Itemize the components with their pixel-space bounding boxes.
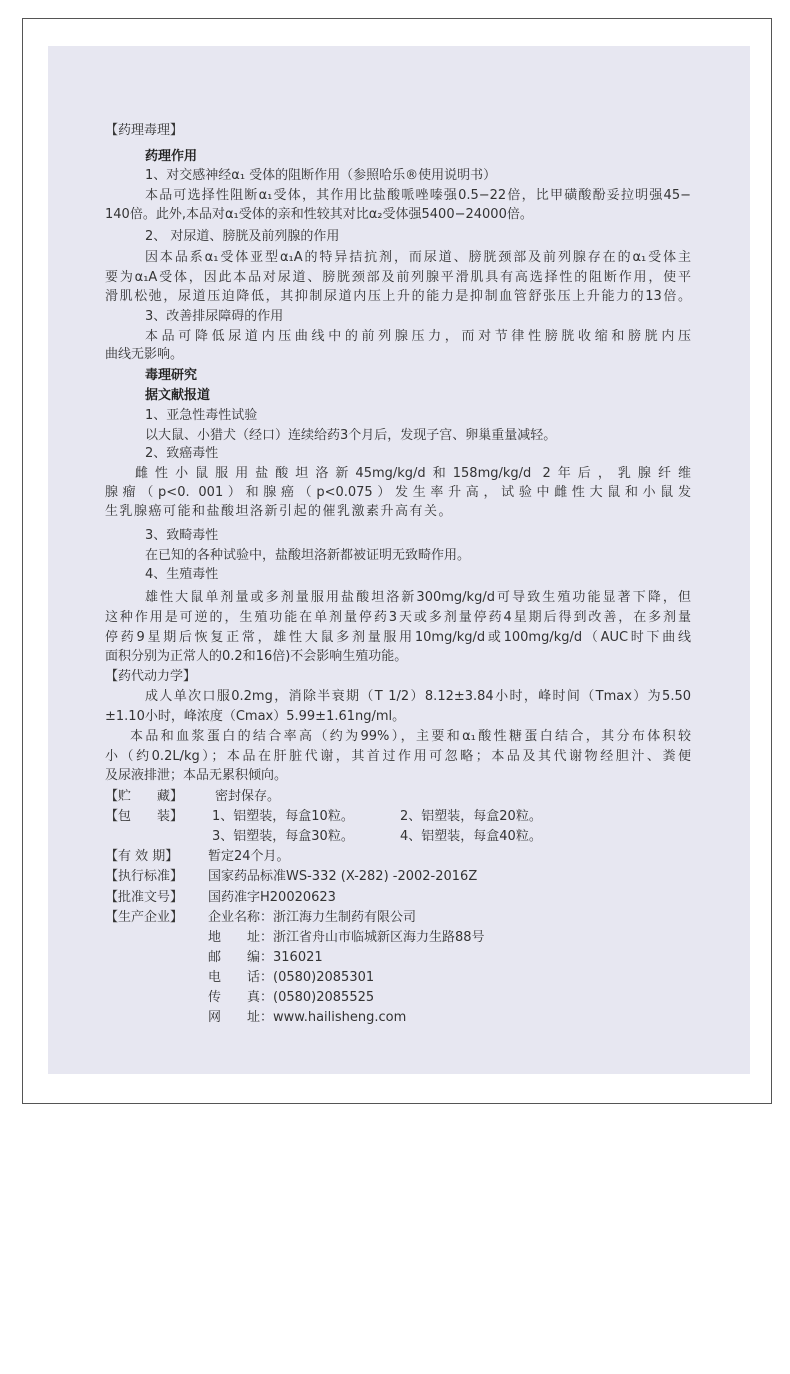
paragraph-line: 面积分别为正常人的0.2和16倍)不会影响生殖功能。	[105, 649, 408, 664]
field-key: 网 址：	[208, 1010, 274, 1025]
item-title: 2、 对尿道、膀胱及前列腺的作用	[145, 229, 340, 244]
paragraph-line: 本品和血浆蛋白的结合率高（约为99%），主要和α₁酸性糖蛋白结合，其分布体积较	[130, 729, 691, 744]
paragraph-line: ±1.10小时，峰浓度（Cmax）5.99±1.61ng/ml。	[105, 709, 406, 724]
paragraph-line: 在已知的各种试验中，盐酸坦洛新都被证明无致畸作用。	[145, 548, 471, 563]
paragraph-line: 因本品系α₁受体亚型α₁A的特异拮抗剂，而尿道、膀胱颈部及前列腺存在的α₁受体主	[145, 250, 691, 265]
website-value: www.hailisheng.com	[273, 1010, 407, 1025]
subheading-literature: 据文献报道	[145, 388, 211, 403]
item-title: 4、生殖毒性	[145, 567, 219, 582]
item-title: 1、对交感神经α₁ 受体的阻断作用（参照哈乐®使用说明书）	[145, 168, 497, 183]
storage-label: 【贮 藏】	[105, 789, 184, 804]
validity-value: 暂定24个月。	[208, 849, 290, 864]
standard-label: 【执行标准】	[105, 869, 184, 884]
field-key: 邮 编：	[208, 950, 274, 965]
paragraph-line: 以大鼠、小猎犬（经口）连续给药3个月后，发现子宫、卵巢重量减轻。	[145, 428, 557, 443]
paragraph-line: 140倍。此外,本品对α₁受体的亲和性较其对比α₂受体强5400−24000倍。	[105, 207, 533, 222]
field-key: 电 话：	[208, 970, 274, 985]
paragraph-line: 本品可降低尿道内压曲线中的前列腺压力，而对节律性膀胱收缩和膀胱内压	[145, 329, 691, 344]
paragraph-line: 要为α₁A受体，因此本品对尿道、膀胱颈部及前列腺平滑肌具有高选择性的阻断作用，使平	[105, 270, 691, 285]
phone-value: (0580)2085301	[273, 970, 375, 985]
package-option: 3、铝塑装，每盒30粒。	[212, 829, 354, 844]
paragraph-line: 成人单次口服0.2mg，消除半衰期（T 1/2）8.12±3.84小时，峰时间（Tmax）为5.50	[145, 689, 691, 704]
paragraph-line: 腺瘤（p<0. 001）和腺癌（p<0.075）发生率升高，试验中雌性大鼠和小鼠发	[105, 485, 691, 500]
field-key: 地 址：	[208, 930, 274, 945]
standard-value: 国家药品标准WS-332 (X-282) -2002-2016Z	[208, 869, 478, 884]
item-title: 3、致畸毒性	[145, 528, 219, 543]
item-title: 3、改善排尿障碍的作用	[145, 309, 284, 324]
paragraph-line: 生乳腺癌可能和盐酸坦洛新引起的催乳激素升高有关。	[105, 504, 454, 519]
manufacturer-field	[208, 989, 374, 1007]
paragraph-line: 及尿液排泄；本品无累积倾向。	[105, 768, 288, 783]
section-heading-pharmacology-toxicology: 【药理毒理】	[105, 123, 184, 138]
package-option: 4、铝塑装，每盒40粒。	[400, 829, 542, 844]
fax-value: (0580)2085525	[273, 990, 375, 1005]
paragraph-line: 雄性大鼠单剂量或多剂量服用盐酸坦洛新300mg/kg/d可导致生殖功能显著下降，但	[145, 590, 691, 605]
manufacturer-label: 【生产企业】	[105, 910, 184, 925]
paragraph-line: 停药9星期后恢复正常，雄性大鼠多剂量服用10mg/kg/d或100mg/kg/d（AUC时下曲线	[105, 630, 691, 645]
validity-label: 【有 效 期】	[105, 849, 179, 864]
field-key: 传 真：	[208, 990, 274, 1005]
postcode-value: 316021	[273, 950, 323, 965]
paragraph-line: 曲线无影响。	[105, 347, 184, 362]
approval-value: 国药准字H20020623	[208, 890, 336, 905]
address-value: 浙江省舟山市临城新区海力生路88号	[273, 930, 485, 945]
paragraph-line: 这种作用是可逆的，生殖功能在单剂量停药3天或多剂量停药4星期后得到改善，在多剂量	[105, 610, 691, 625]
manufacturer-field	[208, 929, 485, 947]
manufacturer-name: 企业名称：浙江海力生制药有限公司	[208, 910, 417, 925]
storage-value: 密封保存。	[215, 789, 281, 804]
subheading-toxicology: 毒理研究	[145, 368, 198, 383]
package-option: 1、铝塑装，每盒10粒。	[212, 809, 354, 824]
manufacturer-field	[208, 1009, 406, 1027]
paragraph-line: 小（约0.2L/kg）；本品在肝脏代谢，其首过作用可忽略；本品及其代谢物经胆汁、粪便	[105, 749, 691, 764]
section-heading-pharmacokinetics: 【药代动力学】	[105, 669, 197, 684]
paragraph-line: 雌性小鼠服用盐酸坦洛新45mg/kg/d和158mg/kg/d 2年后，乳腺纤维	[135, 466, 691, 481]
approval-label: 【批准文号】	[105, 890, 184, 905]
package-label: 【包 装】	[105, 809, 184, 824]
paragraph-line: 滑肌松弛，尿道压迫降低，其抑制尿道内压上升的能力是抑制血管舒张压上升能力的13倍。	[105, 289, 691, 304]
item-title: 2、致癌毒性	[145, 446, 219, 461]
subheading-pharmacology: 药理作用	[145, 149, 198, 164]
manufacturer-field	[208, 969, 374, 987]
package-option: 2、铝塑装，每盒20粒。	[400, 809, 542, 824]
item-title: 1、亚急性毒性试验	[145, 408, 258, 423]
manufacturer-field	[208, 949, 323, 967]
paragraph-line: 本品可选择性阻断α₁受体，其作用比盐酸哌唑嗪强0.5−22倍，比甲磺酸酚妥拉明强45−	[145, 188, 691, 203]
